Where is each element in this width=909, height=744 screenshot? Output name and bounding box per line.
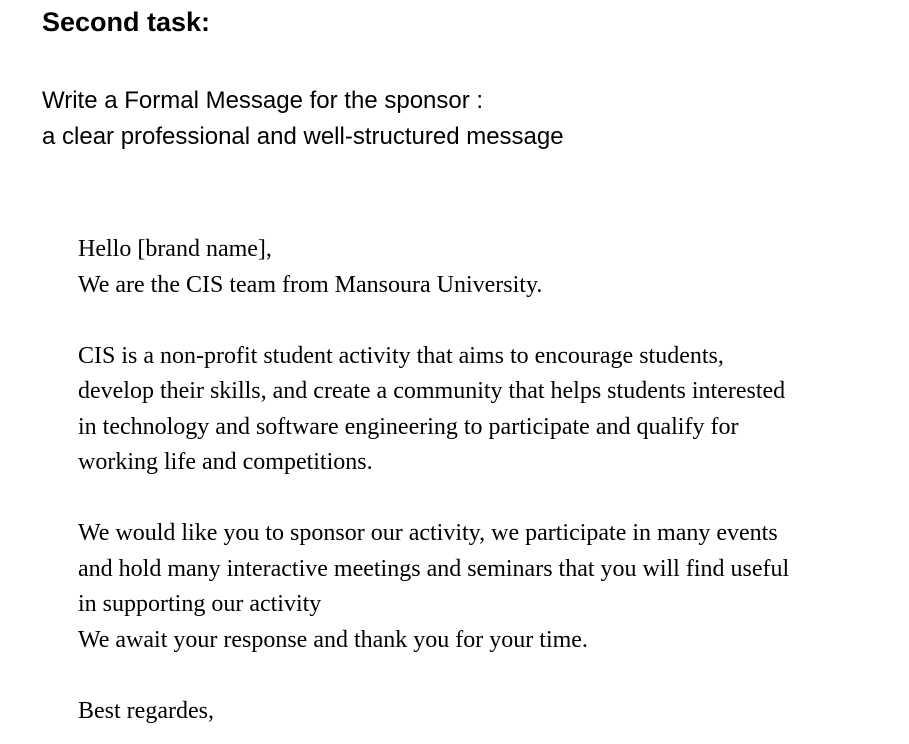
- letter-greeting: Hello [brand name],: [78, 236, 272, 262]
- section-heading: Second task:: [42, 7, 211, 37]
- paragraph-line: We await your response and thank you for your time.: [78, 626, 588, 653]
- formal-message: [78, 232, 898, 729]
- paragraph-line: and hold many interactive meetings and seminars that you will find useful: [78, 555, 790, 582]
- paragraph-line: working life and competitions.: [78, 449, 373, 475]
- letter-paragraph-request: [78, 516, 898, 658]
- letter-paragraph-about: [78, 339, 898, 481]
- paragraph-line: in technology and software engineering to participate and qualify for: [78, 413, 739, 440]
- letter-closing: Best regardes,: [78, 697, 214, 724]
- paragraph-spacer: [78, 658, 898, 694]
- paragraph-spacer: [78, 303, 898, 339]
- instruction-line: a clear professional and well-structured message: [42, 123, 564, 150]
- paragraph-line: We would like you to sponsor our activity, we participate in many events: [78, 520, 778, 546]
- instruction-line: Write a Formal Message for the sponsor :: [42, 87, 484, 114]
- paragraph-spacer: [78, 481, 898, 517]
- paragraph-line: in supporting our activity: [78, 591, 322, 617]
- paragraph-line: CIS is a non-profit student activity that aims to encourage students,: [78, 342, 724, 369]
- paragraph-line: develop their skills, and create a community that helps students interested: [78, 378, 786, 404]
- task-instructions: [42, 83, 564, 155]
- letter-intro: We are the CIS team from Mansoura University.: [78, 271, 543, 298]
